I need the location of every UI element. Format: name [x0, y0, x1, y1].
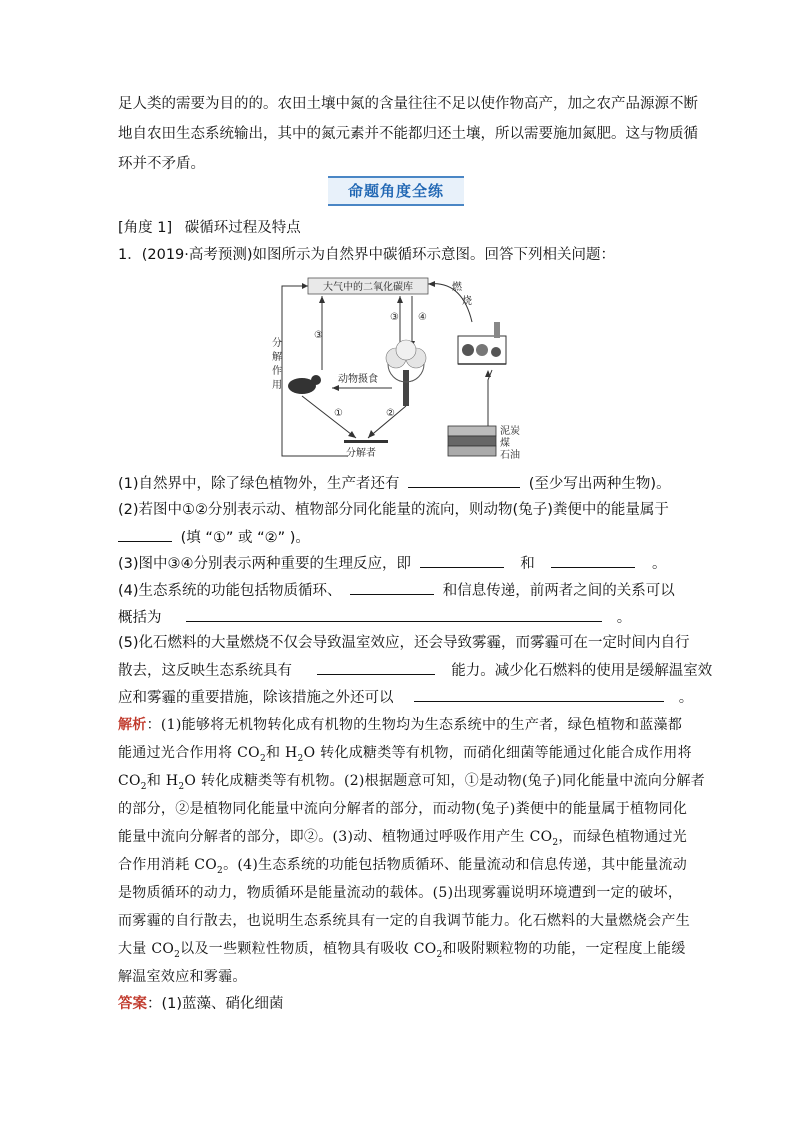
- analysis-line-5: 能量中流向分解者的部分，即②。(3)动、植物通过呼吸作用产生 $CO_2$，而绿色植物通过光: [118, 829, 688, 848]
- angle-heading: [118, 218, 301, 238]
- q5-text-c: 能力。减少化石燃料的使用是缓解温室效: [451, 663, 713, 679]
- answer-text: ：(1)蓝藻、硝化细菌: [147, 996, 284, 1012]
- decomposer-label: 分解者: [346, 448, 376, 459]
- analysis-line-9: 大量 $CO_2$以及一些颗粒性物质，植物具有吸收 $CO_2$和吸附颗粒物的功能，一定程度上能缓: [118, 941, 686, 960]
- q5-text-e: 。: [678, 690, 694, 706]
- fossil-label-peat: 泥炭: [500, 426, 520, 437]
- banner-title: 命题角度全练: [347, 182, 444, 200]
- question-5-line-1: (5)化石燃料的大量燃烧不仅会导致温室效应，还会导致雾霾，而雾霾可在一定时间内自行: [118, 635, 690, 651]
- q5-blank-1[interactable]: [317, 660, 435, 675]
- carbon-cycle-diagram: [262, 270, 530, 460]
- fossil-label-oil: 石油: [500, 450, 520, 460]
- question-5-line-3: [118, 687, 693, 708]
- svg-text:解: 解: [272, 352, 282, 363]
- q4-blank-1[interactable]: [350, 580, 434, 595]
- q5-text-d: 应和雾霾的重要措施，除该措施之外还可以: [118, 690, 394, 706]
- section-banner: [328, 176, 464, 206]
- q3-text-c: 。: [651, 556, 667, 572]
- analysis-label: 解析: [118, 717, 147, 733]
- fossil-fuel-layers: [448, 426, 496, 456]
- angle-title: 碳循环过程及特点: [184, 220, 301, 236]
- svg-text:用: 用: [272, 380, 282, 391]
- analysis-line-10: 解温室效应和雾霾。: [118, 969, 247, 985]
- tree-icon: [386, 340, 426, 406]
- arrow-head: [302, 283, 308, 289]
- decomposer-bar: [344, 440, 388, 443]
- analysis-line-6: 合作用消耗 $CO_2$。(4)生态系统的功能包括物质循环、能量流动和信息传递，其中能量流动: [118, 857, 688, 876]
- atmosphere-label: 大气中的二氧化碳库: [323, 282, 413, 293]
- answer-label: 答案: [118, 996, 147, 1012]
- q2-text-b: (填 “①” 或 “②” )。: [180, 530, 310, 546]
- analysis-line-3: $CO_2$和 $H_2O$ 转化成糖类等有机物。(2)根据题意可知，①是动物(兔子)同化能量中流向分解者: [118, 773, 706, 792]
- burn-label-2: 烧: [462, 296, 472, 307]
- analysis-line-2: 能通过光合作用将 $CO_2$和 $H_2O$ 转化成糖类等有机物，而硝化细菌等能通过化能合成作用将: [118, 745, 692, 764]
- question-2-line-2: [118, 527, 310, 548]
- q3-text-a: (3)图中③④分别表示两种重要的生理反应，即: [118, 556, 412, 572]
- decomp-line: [282, 286, 348, 456]
- rabbit-icon: [288, 375, 321, 394]
- question-4-line-1: [118, 580, 675, 601]
- intro-line-3: 环并不矛盾。: [118, 156, 205, 172]
- analysis-line-7: 是物质循环的动力，物质循环是能量流动的载体。(5)出现雾霾说明环境遭到一定的破坏，: [118, 885, 683, 901]
- burn-label-1: 燃: [452, 282, 462, 293]
- question-3: [118, 553, 666, 574]
- q3-blank-1[interactable]: [420, 553, 504, 568]
- eat-label: 动物摄食: [338, 374, 378, 385]
- question-1: [118, 473, 671, 494]
- q5-blank-2[interactable]: [414, 687, 664, 702]
- q1-blank[interactable]: [408, 473, 520, 488]
- arrow-1: ①: [334, 408, 343, 419]
- q4-text-b: 和信息传递，前两者之间的关系可以: [442, 583, 675, 599]
- svg-text:分: 分: [272, 338, 282, 349]
- arrow-3-tree: ③: [390, 312, 399, 323]
- q1-text-a: (1)自然界中，除了绿色植物外，生产者还有: [118, 476, 400, 492]
- q3-blank-2[interactable]: [551, 553, 635, 568]
- question-2-line-1: (2)若图中①②分别表示动、植物部分同化能量的流向，则动物(兔子)粪便中的能量属于: [118, 502, 669, 518]
- q4-text-a: (4)生态系统的功能包括物质循环、: [118, 583, 342, 599]
- question-5-line-2: [118, 660, 712, 681]
- q4-text-c: 概括为: [118, 610, 162, 626]
- angle-label: [角度 1]: [118, 220, 173, 236]
- analysis-line-1: 解析：(1)能够将无机物转化成有机物的生物均为生态系统中的生产者，绿色植物和蓝藻都: [118, 717, 683, 733]
- factory-icon: [458, 322, 506, 364]
- q2-blank[interactable]: [118, 527, 172, 542]
- intro-line-1: 足人类的需要为目的的。农田土壤中氮的含量往往不足以使作物高产，加之农产品源源不断: [118, 96, 698, 112]
- analysis-line-8: 而雾霾的自行散去，也说明生态系统具有一定的自我调节能力。化石燃料的大量燃烧会产生: [118, 913, 690, 929]
- answer-line: [118, 994, 284, 1014]
- question-4-line-2: [118, 607, 631, 628]
- arrow-4-tree: ④: [418, 312, 427, 323]
- q4-blank-2[interactable]: [186, 607, 602, 622]
- analysis-line-4: 的部分，②是植物同化能量中流向分解者的部分，而动物(兔子)粪便中的能量属于植物同化: [118, 801, 688, 817]
- q3-text-b: 和: [520, 556, 535, 572]
- q1-text-b: (至少写出两种生物)。: [528, 476, 671, 492]
- q4-text-d: 。: [616, 610, 632, 626]
- fossil-label-coal: 煤: [500, 438, 510, 449]
- arrow-2: ②: [386, 408, 395, 419]
- decomp-label: [272, 336, 282, 391]
- q5-text-b: 散去，这反映生态系统具有: [118, 663, 292, 679]
- question-stem: 1．(2019·高考预测)如图所示为自然界中碳循环示意图。回答下列相关问题：: [118, 247, 616, 263]
- intro-line-2: 地自农田生态系统输出，其中的氮元素并不能都归还土壤，所以需要施加氮肥。这与物质循: [118, 126, 698, 142]
- svg-text:作: 作: [272, 366, 282, 377]
- arrow-3-left: ③: [314, 330, 323, 341]
